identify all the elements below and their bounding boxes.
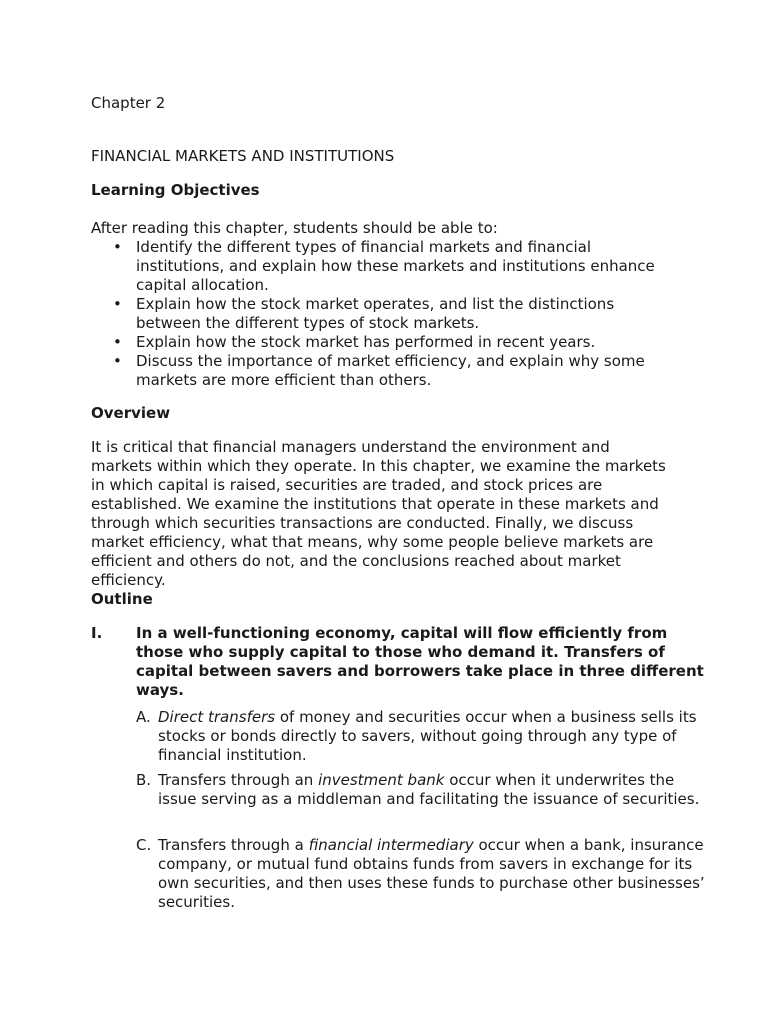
key-term: financial intermediary: [308, 836, 474, 854]
key-term: investment bank: [318, 771, 445, 789]
outline-sub-b: [136, 771, 716, 809]
chapter-label: Chapter 2: [91, 94, 166, 112]
sub-text-lead: Transfers through a: [158, 836, 309, 854]
list-item-text: Explain how the stock market has performed in recent years.: [136, 333, 596, 351]
list-item: [91, 238, 671, 295]
outline-sub-text: [158, 771, 713, 809]
outline-letter: B.: [136, 771, 152, 789]
sub-text-rest: of money and securities occur when a business sells its stocks or bonds directly to savers, without going through any type of financial institution.: [158, 708, 697, 764]
outline-numeral: I.: [91, 624, 103, 642]
list-item-text: Explain how the stock market operates, and list the distinctions between the different types of stock markets.: [136, 295, 615, 332]
sub-text-rest: occur when a bank, insurance company, or mutual fund obtains funds from savers in exchange for its own securities, and then uses these funds to purchase other businesses’ securities.: [158, 836, 705, 911]
outline-sub-a: [136, 708, 716, 765]
bullet-icon: •: [113, 333, 122, 351]
outline-letter: C.: [136, 836, 152, 854]
learning-objectives-heading: Learning Objectives: [91, 181, 260, 199]
key-term: Direct transfers: [158, 708, 276, 726]
list-item: [91, 295, 671, 333]
outline-sub-c: [136, 836, 716, 912]
outline-letter: A.: [136, 708, 151, 726]
list-item-text: Discuss the importance of market efficiency, and explain why some markets are more efficient than others.: [136, 352, 645, 389]
outline-heading: Outline: [91, 590, 153, 608]
learning-objectives-list: [91, 238, 671, 390]
bullet-icon: •: [113, 352, 122, 370]
learning-objectives-intro: After reading this chapter, students should be able to:: [91, 219, 498, 237]
outline-sub-text: [158, 708, 713, 765]
list-item-text: Identify the different types of financial markets and financial institutions, and explain how these markets and institutions enhance capital allocation.: [136, 238, 655, 294]
list-item: [91, 352, 671, 390]
outline-section-i: [91, 624, 704, 700]
outline-section-text: In a well-functioning economy, capital will flow efficiently from those who supply capital to those who demand it. Transfers of capital between savers and borrowers take place in three different ways.: [136, 624, 704, 699]
list-item: [91, 333, 671, 352]
bullet-icon: •: [113, 238, 122, 256]
overview-paragraph: It is critical that financial managers understand the environment and markets within which they operate. In this chapter, we examine the markets in which capital is raised, securities are traded, and stock prices are established. We examine the institutions that operate in these markets and through which securities transactions are conducted. Finally, we discuss market efficiency, what that means, why some people believe markets are efficient and others do not, and the conclusions reached about market efficiency.: [91, 438, 666, 589]
sub-text-rest: occur when it underwrites the issue serving as a middleman and facilitating the issuance of securities.: [158, 771, 700, 808]
sub-text-lead: Transfers through an: [158, 771, 319, 789]
chapter-title: FINANCIAL MARKETS AND INSTITUTIONS: [91, 147, 395, 165]
outline-sub-text: [158, 836, 713, 912]
bullet-icon: •: [113, 295, 122, 313]
overview-heading: Overview: [91, 404, 171, 422]
